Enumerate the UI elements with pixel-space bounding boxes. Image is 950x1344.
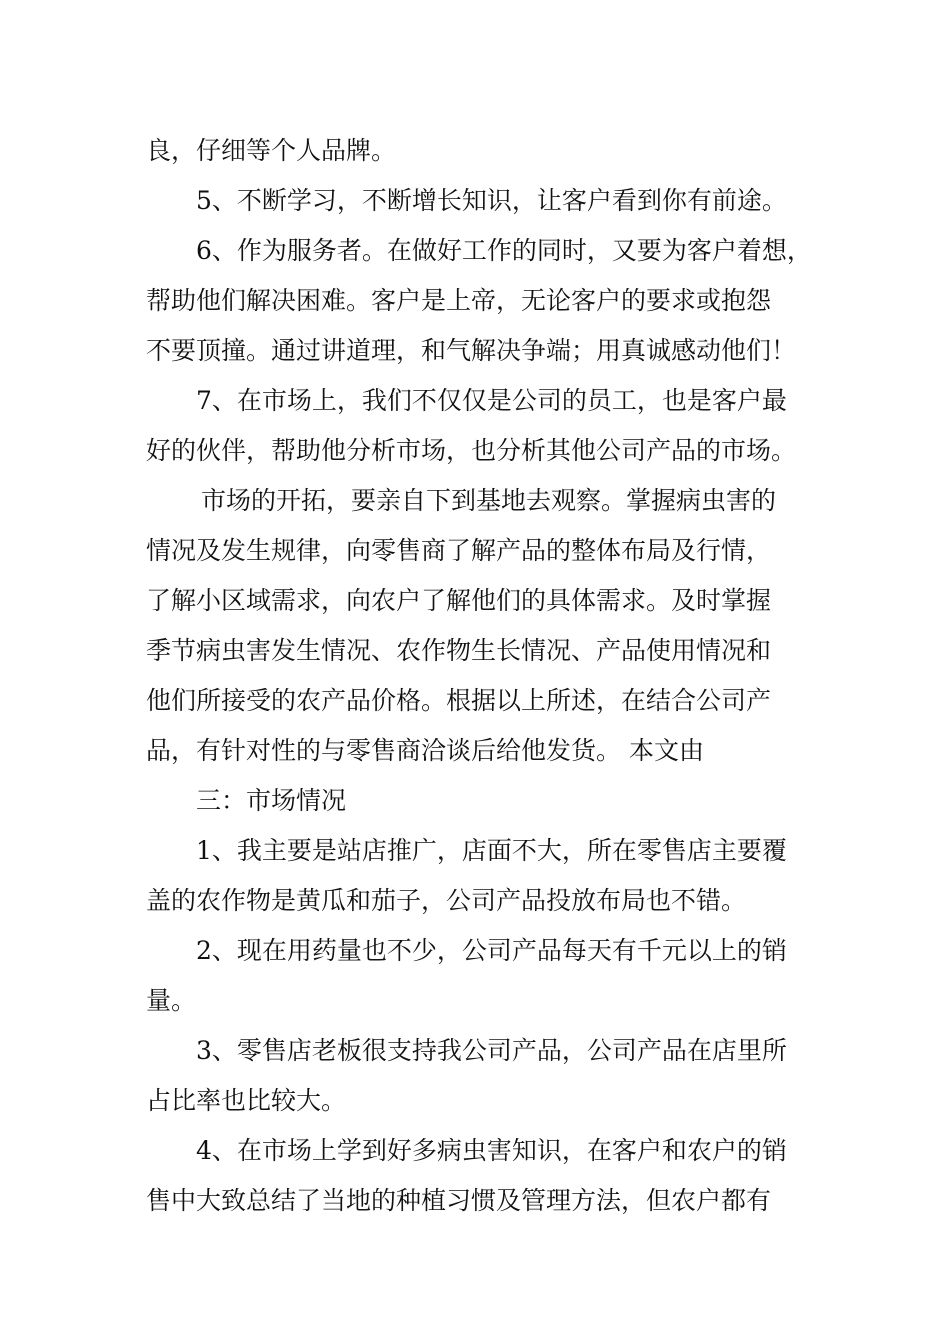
text-line: 3、零售店老板很支持我公司产品，公司产品在店里所 bbox=[196, 1036, 787, 1065]
text-line: 了解小区域需求，向农户了解他们的具体需求。及时掌握 bbox=[146, 586, 772, 615]
text-line: 占比率也比较大。 bbox=[146, 1086, 347, 1115]
section-heading: 三：市场情况 bbox=[196, 786, 347, 815]
text-line: 2、现在用药量也不少，公司产品每天有千元以上的销 bbox=[196, 936, 787, 965]
text-line: 1、我主要是站店推广，店面不大，所在零售店主要覆 bbox=[196, 836, 787, 865]
text-line: 良，仔细等个人品牌。 bbox=[146, 136, 397, 165]
text-line: 盖的农作物是黄瓜和茄子，公司产品投放布局也不错。 bbox=[146, 886, 747, 915]
text-line: 帮助他们解决困难。客户是上帝，无论客户的要求或抱怨 bbox=[146, 286, 772, 315]
text-line: 他们所接受的农产品价格。根据以上所述，在结合公司产 bbox=[146, 686, 772, 715]
text-line: 5、不断学习，不断增长知识，让客户看到你有前途。 bbox=[196, 186, 787, 215]
text-line: 市场的开拓，要亲自下到基地去观察。掌握病虫害的 bbox=[201, 486, 777, 515]
text-line: 好的伙伴，帮助他分析市场，也分析其他公司产品的市场。 bbox=[146, 436, 797, 465]
text-line: 情况及发生规律，向零售商了解产品的整体布局及行情， bbox=[146, 536, 772, 565]
text-line: 4、在市场上学到好多病虫害知识，在客户和农户的销 bbox=[196, 1136, 787, 1165]
text-line: 品，有针对性的与零售商洽谈后给他发货。 本文由 bbox=[146, 736, 704, 765]
text-line: 售中大致总结了当地的种植习惯及管理方法，但农户都有 bbox=[146, 1186, 772, 1215]
text-line: 季节病虫害发生情况、农作物生长情况、产品使用情况和 bbox=[146, 636, 772, 665]
text-line: 量。 bbox=[146, 986, 197, 1015]
text-line: 7、在市场上，我们不仅仅是公司的员工，也是客户最 bbox=[196, 386, 787, 415]
text-line: 不要顶撞。通过讲道理，和气解决争端；用真诚感动他们！ bbox=[146, 336, 797, 365]
text-line: 6、作为服务者。在做好工作的同时，又要为客户着想， bbox=[196, 236, 812, 265]
